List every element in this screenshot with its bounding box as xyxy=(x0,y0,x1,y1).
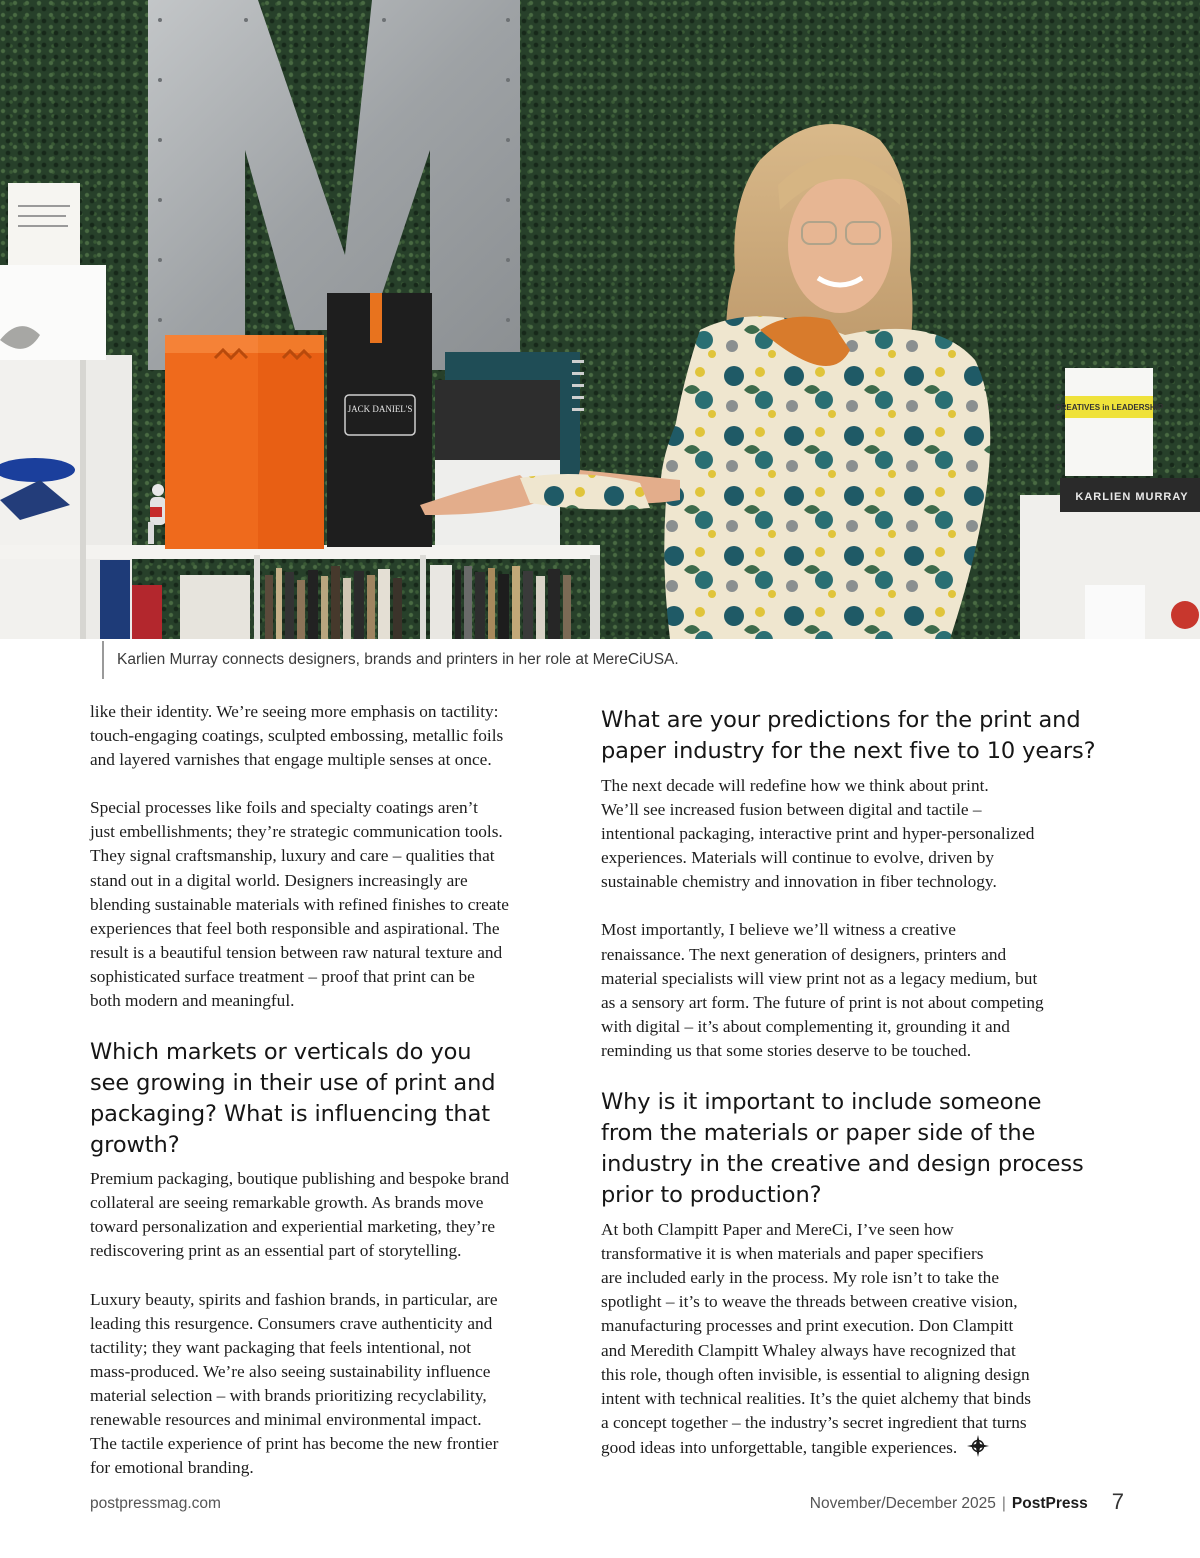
box-logo-text: JACK DANIEL'S xyxy=(347,404,413,414)
left-paragraph-3: Premium packaging, boutique publishing and bespoke brand collateral are seeing remarkable growth. As brands move toward personalization and experiential marketing, they’re rediscovering print as an essential part of storytelling. xyxy=(90,1169,509,1261)
page-number: 7 xyxy=(1111,1489,1124,1514)
right-paragraph-2: Most importantly, I believe we’ll witness a creative renaissance. The next generation of designers, printers and material specialists will view print not as a legacy medium, but as a sensory art form. The future of print is not about competing with digital – it’s about complementing it, grounding it and reminding us that some stories deserve to be touched. xyxy=(601,920,1044,1060)
footer-issue-date: November/December 2025 xyxy=(809,1495,996,1512)
footer-issue-info xyxy=(810,1489,1124,1515)
footer-website: postpressmag.com xyxy=(90,1495,221,1512)
question-materials-heading: Why is it important to include someone from the materials or paper side of the industry in the creative and design process prior to production? xyxy=(601,1089,1084,1209)
right-paragraph-3-wrap xyxy=(601,1218,1113,1460)
footer-separator: | xyxy=(1001,1495,1006,1512)
end-of-article-icon xyxy=(967,1435,989,1457)
left-column xyxy=(90,700,580,1504)
left-paragraph-1: like their identity. We’re seeing more emphasis on tactility: touch-engaging coatings, sculpted embossing, metallic foils and layered varnishes that engage multiple senses at once. xyxy=(90,702,504,770)
book-title-text: CREATIVES in LEADERSHIP xyxy=(1054,403,1164,412)
caption-rule xyxy=(102,641,104,679)
question-predictions-heading: What are your predictions for the print and paper industry for the next five to 10 years? xyxy=(601,707,1096,764)
right-column xyxy=(601,705,1113,1484)
orange-packaging-boxes xyxy=(165,335,324,549)
notebooks xyxy=(435,352,584,545)
question-markets-heading: Which markets or verticals do you see growing in their use of print and packaging? What is influencing that growth? xyxy=(90,1039,496,1159)
black-gift-box xyxy=(327,293,432,547)
footer-publication-name: PostPress xyxy=(1011,1495,1088,1512)
book-display xyxy=(1020,368,1200,639)
left-paragraph-2: Special processes like foils and specialty coatings aren’t just embellishments; they’re strategic communication tools. They signal craftsmanship, luxury and care – qualities that stand out in a digital world. Designers increasingly are blending sustainable materials with refined finishes to create experiences that feel both responsible and aspirational. The result is a beautiful tension between raw natural texture and sophisticated surface treatment – proof that print can be both modern and meaningful. xyxy=(90,798,509,1011)
book-spine-text: KARLIEN MURRAY xyxy=(1075,491,1189,503)
photo-illustration xyxy=(0,0,1200,639)
feature-photo xyxy=(0,0,1200,639)
right-paragraph-3: At both Clampitt Paper and MereCi, I’ve seen how transformative it is when materials and paper specifiers are included early in the process. My role isn’t to take the spotlight – it’s to weave the threads between creative vision, manufacturing processes and print execution. Don Clampitt and Meredith Clampitt Whaley always have recognized that this role, though often invisible, is essential to aligning design intent with technical realities. It’s the quiet alchemy that binds a concept together – the industry’s secret ingredient that turns good ideas into unforgettable, tangible experiences. xyxy=(601,1220,1031,1457)
right-paragraph-1: The next decade will redefine how we think about print. We’ll see increased fusion between digital and tactile – intentional packaging, interactive print and hyper-personalized experiences. Materials will continue to evolve, driven by sustainable chemistry and innovation in fiber technology. xyxy=(601,776,1035,892)
photo-caption: Karlien Murray connects designers, brands and printers in her role at MereCiUSA. xyxy=(117,651,679,668)
left-paragraph-4: Luxury beauty, spirits and fashion brands, in particular, are leading this resurgence. Consumers crave authenticity and tactility; they want packaging that feels intentional, not mass-produced. We’re also seeing sustainability influence material selection – with brands prioritizing recyclability, renewable resources and minimal environmental impact. The tactile experience of print has become the new frontier for emotional branding. xyxy=(90,1289,499,1478)
